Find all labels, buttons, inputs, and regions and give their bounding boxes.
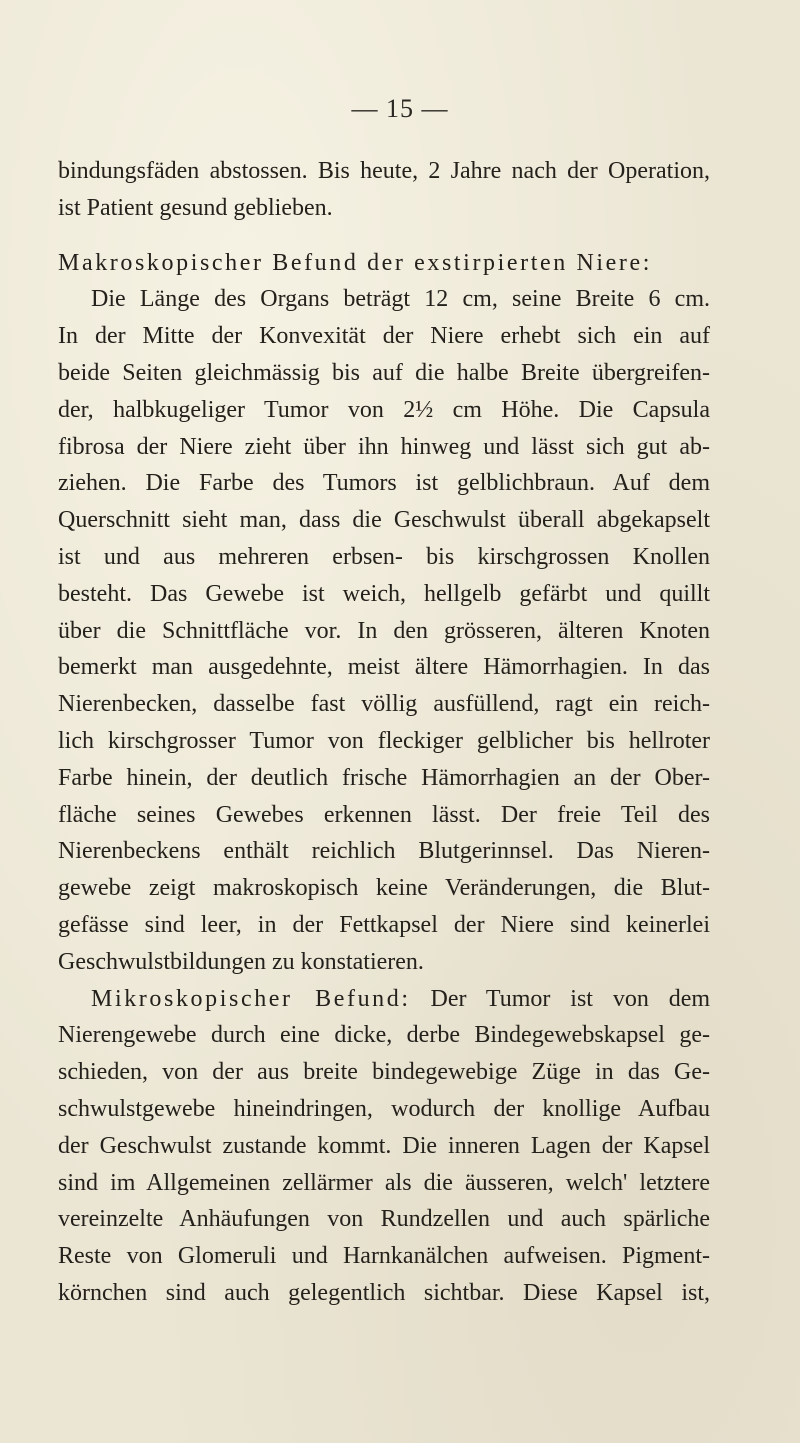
text-line: lich kirschgrosser Tumor von fleckiger gelblicher bis hellroter [58, 727, 710, 754]
text-line: Nierenbeckens enthält reichlich Blutgerinnsel. Das Nieren- [58, 838, 710, 865]
text-line: Geschwulstbildungen zu konstatieren. [58, 948, 424, 975]
text-line: sind im Allgemeinen zellärmer als die äusseren, welch' letztere [58, 1169, 710, 1196]
text-line: ziehen. Die Farbe des Tumors ist gelblichbraun. Auf dem [58, 470, 710, 497]
text-line: gewebe zeigt makroskopisch keine Veränderungen, die Blut- [58, 875, 710, 902]
text-line: schwulstgewebe hineindringen, wodurch der knollige Aufbau [58, 1095, 710, 1122]
text-line: fibrosa der Niere zieht über ihn hinweg und lässt sich gut ab- [58, 433, 710, 460]
text-line: über die Schnittfläche vor. In den grösseren, älteren Knoten [58, 617, 710, 644]
text-line: bemerkt man ausgedehnte, meist ältere Hämorrhagien. In das [58, 654, 710, 681]
text-line: bindungsfäden abstossen. Bis heute, 2 Jahre nach der Operation, [58, 158, 710, 184]
text-line: Querschnitt sieht man, dass die Geschwulst überall abgekapselt [58, 507, 710, 534]
text-line: ist Patient gesund geblieben. [58, 194, 333, 221]
paragraph-gap [58, 227, 710, 245]
text-line: der, halbkugeliger Tumor von 2½ cm Höhe. Die Capsula [58, 396, 710, 423]
page-number: — 15 — [351, 94, 449, 123]
body-text [58, 153, 710, 1312]
text-line: Die Länge des Organs beträgt 12 cm, seine Breite 6 cm. [91, 286, 710, 313]
text-line: der Geschwulst zustande kommt. Die inneren Lagen der Kapsel [58, 1132, 710, 1159]
text-line: fläche seines Gewebes erkennen lässt. Der freie Teil des [58, 801, 710, 828]
text-line: schieden, von der aus breite bindegewebige Züge in das Ge- [58, 1059, 710, 1086]
section-heading-macroscopic: Makroskopischer Befund der exstirpierten Niere: [58, 249, 653, 276]
text-line: besteht. Das Gewebe ist weich, hellgelb gefärbt und quillt [58, 580, 710, 607]
text-line: körnchen sind auch gelegentlich sichtbar. Diese Kapsel ist, [58, 1279, 710, 1306]
section-heading-microscopic: Mikroskopischer Befund: [91, 985, 411, 1012]
text-line: In der Mitte der Konvexität der Niere erhebt sich ein auf [58, 323, 710, 350]
text-line: vereinzelte Anhäufungen von Rundzellen und auch spärliche [58, 1206, 710, 1233]
section-line-microscopic [58, 981, 710, 1018]
text-line: gefässe sind leer, in der Fettkapsel der Niere sind keinerlei [58, 911, 710, 938]
text-line: Nierengewebe durch eine dicke, derbe Bindegewebskapsel ge- [58, 1022, 710, 1049]
text-line-rest: Der Tumor ist von dem [430, 985, 710, 1012]
text-line: Reste von Glomeruli und Harnkanälchen aufweisen. Pigment- [58, 1243, 710, 1270]
text-line: ist und aus mehreren erbsen- bis kirschgrossen Knollen [58, 543, 710, 570]
text-line: Farbe hinein, der deutlich frische Hämorrhagien an der Ober- [58, 764, 710, 791]
text-line: Nierenbecken, dasselbe fast völlig ausfüllend, ragt ein reich- [58, 691, 710, 718]
text-line: beide Seiten gleichmässig bis auf die halbe Breite übergreifen- [58, 359, 710, 386]
